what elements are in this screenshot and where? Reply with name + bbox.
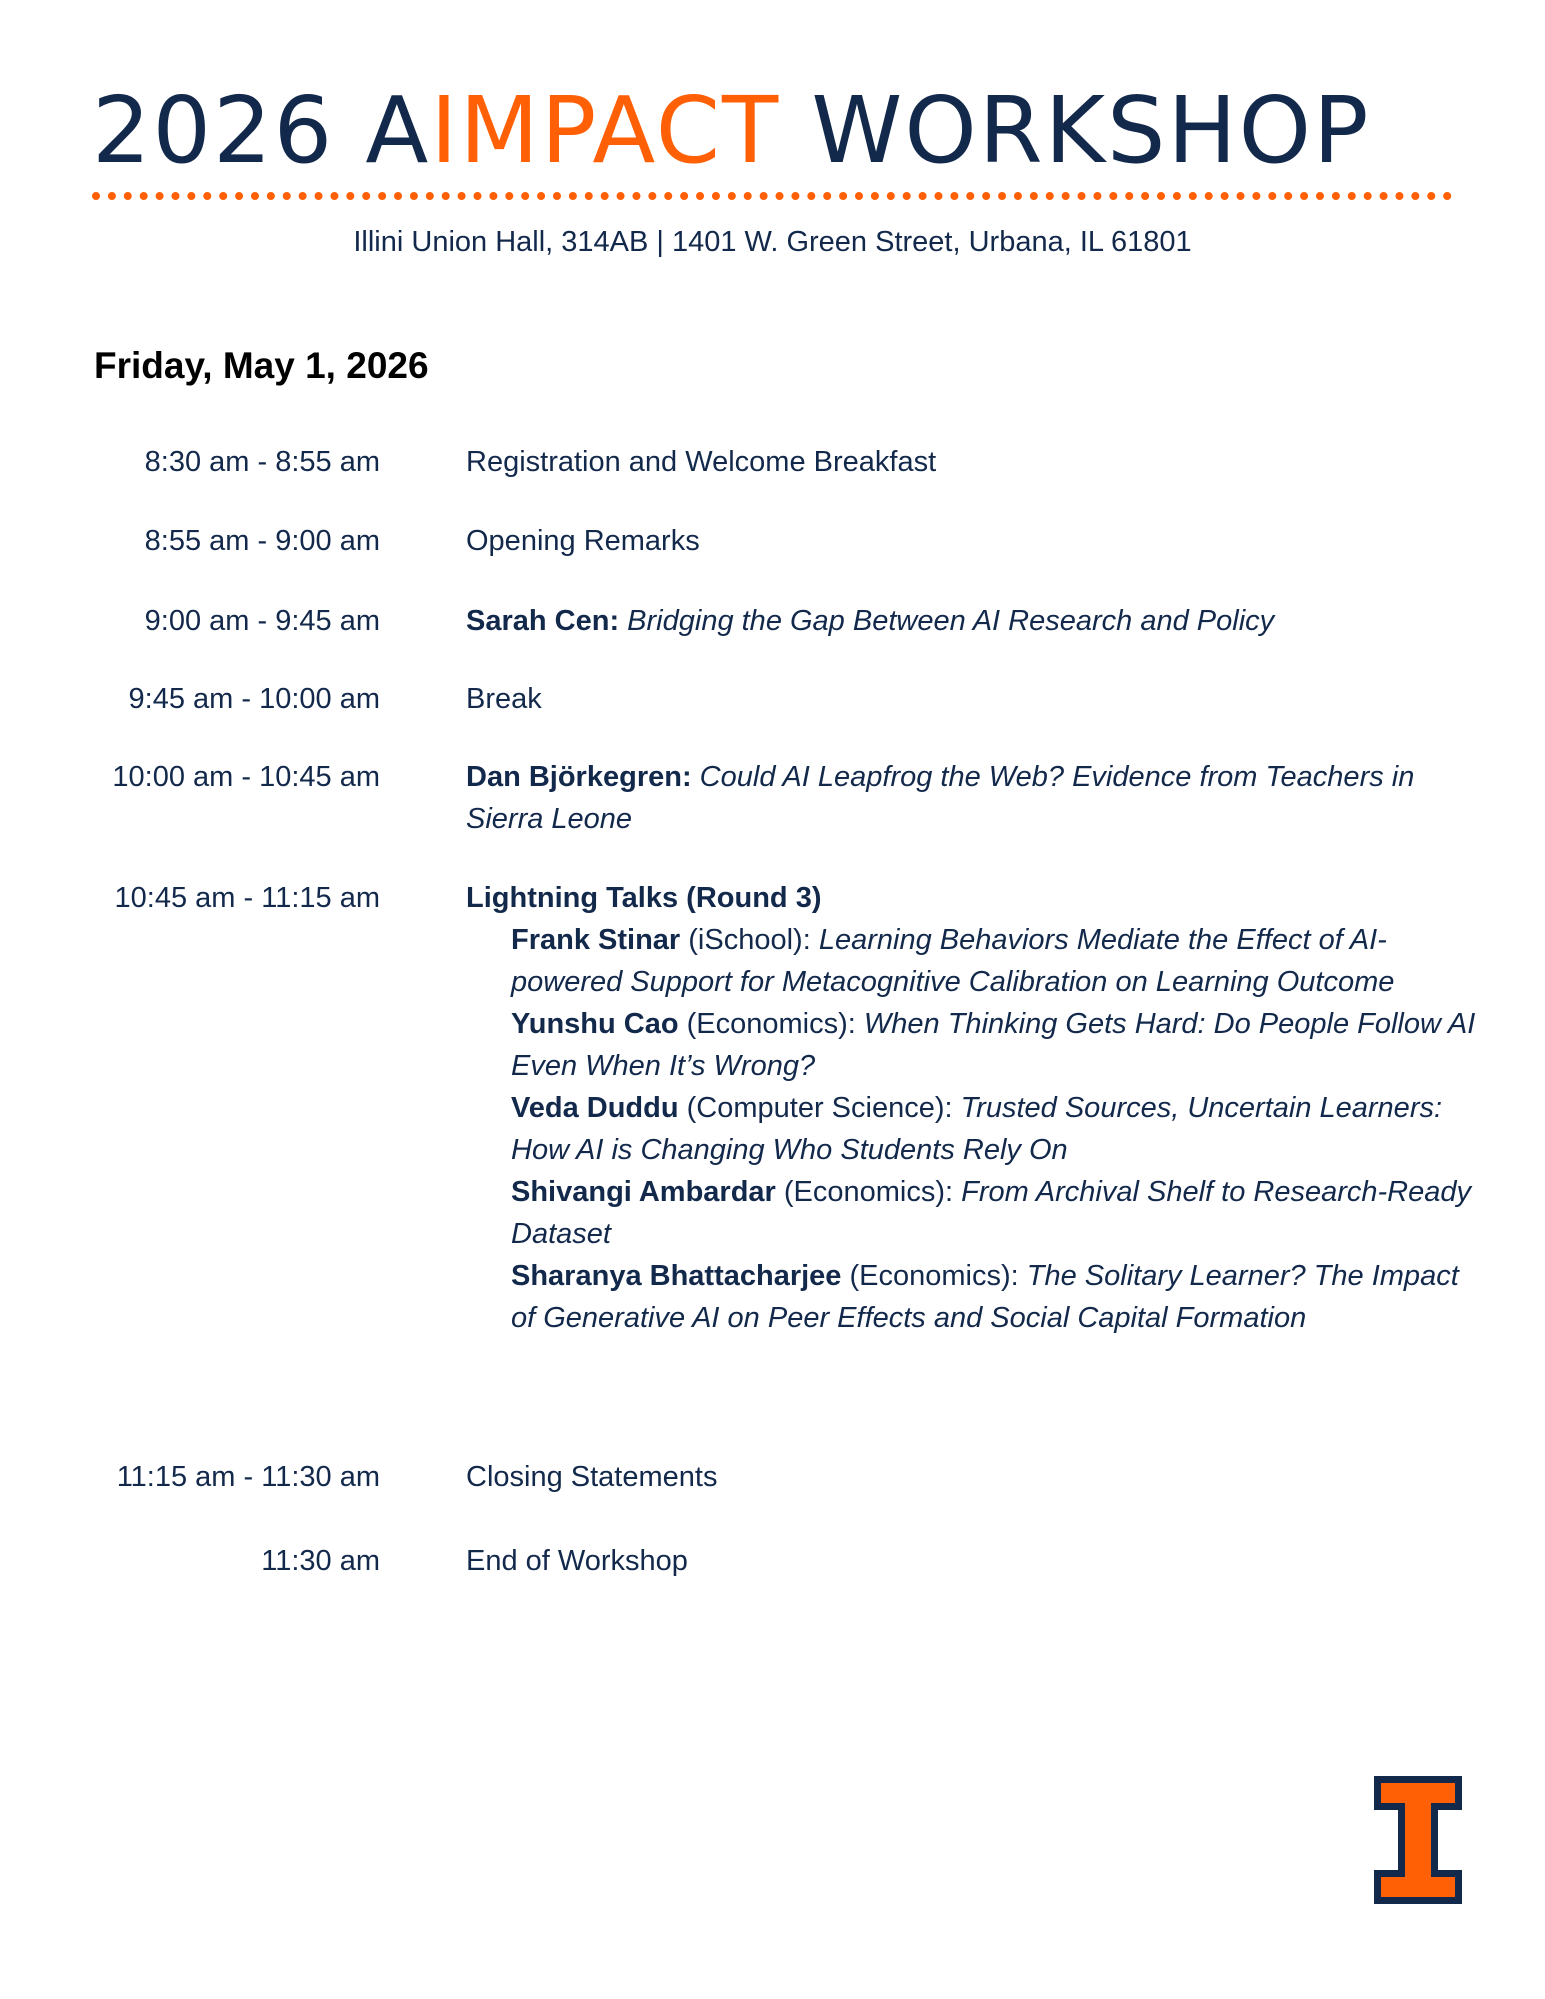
talk-title: The Solitary Learner? The Impact of Generative AI on Peer Effects and Social Capital Formation xyxy=(511,1260,1459,1334)
lightning-talk-item xyxy=(511,1087,1486,1171)
lightning-talk-item xyxy=(511,1255,1486,1339)
speaker-name: Dan Björkegren: xyxy=(466,761,692,793)
event-title: End of Workshop xyxy=(466,1545,688,1577)
time-slot: 8:55 am - 9:00 am xyxy=(144,525,380,557)
event-title: Break xyxy=(466,683,542,715)
lightning-talk-item xyxy=(511,1003,1486,1087)
speaker-name: Yunshu Cao xyxy=(511,1008,679,1040)
lightning-talks-list xyxy=(511,919,1486,1339)
lightning-talks-heading: Lightning Talks (Round 3) xyxy=(466,882,822,914)
speaker-name: Sharanya Bhattacharjee xyxy=(511,1260,842,1292)
talk-title: Bridging the Gap Between AI Research and Policy xyxy=(627,605,1275,637)
title-part-2: WORKSHOP xyxy=(780,77,1371,184)
dotted-divider xyxy=(92,192,1452,200)
speaker-department: (Computer Science): xyxy=(678,1092,961,1124)
speaker-department: (Economics): xyxy=(775,1176,962,1208)
speaker-department: (iSchool): xyxy=(680,924,819,956)
time-slot: 10:00 am - 10:45 am xyxy=(112,761,380,793)
speaker-name: Frank Stinar xyxy=(511,924,681,956)
time-slot: 10:45 am - 11:15 am xyxy=(114,882,380,914)
time-slot: 9:45 am - 10:00 am xyxy=(128,683,380,715)
speaker-department: (Economics): xyxy=(678,1008,864,1040)
speaker-department: (Economics): xyxy=(841,1260,1027,1292)
event-title: Closing Statements xyxy=(466,1461,718,1493)
speaker-name: Sarah Cen: xyxy=(466,605,620,637)
lightning-talk-item xyxy=(511,1171,1486,1255)
talk-title: Trusted Sources, Uncertain Learners: How AI is Changing Who Students Rely On xyxy=(511,1092,1443,1166)
workshop-title xyxy=(92,77,1472,184)
event-title: Registration and Welcome Breakfast xyxy=(466,446,937,478)
speaker-name: Veda Duddu xyxy=(511,1092,679,1124)
talk-title: When Thinking Gets Hard: Do People Follow AI Even When It’s Wrong? xyxy=(511,1008,1476,1082)
event-title: Opening Remarks xyxy=(466,525,700,557)
day-heading: Friday, May 1, 2026 xyxy=(94,345,429,386)
talk-title: From Archival Shelf to Research-Ready Dataset xyxy=(511,1176,1471,1250)
talk-title: Learning Behaviors Mediate the Effect of AI-powered Support for Metacognitive Calibration on Learning Outcome xyxy=(511,924,1395,998)
time-slot: 9:00 am - 9:45 am xyxy=(144,605,380,637)
lightning-talks-block xyxy=(466,877,1486,1339)
speaker-name: Shivangi Ambardar xyxy=(511,1176,776,1208)
block-i-logo-icon xyxy=(1372,1774,1464,1906)
title-part-1: 2026 A xyxy=(92,77,431,184)
venue-address: Illini Union Hall, 314AB | 1401 W. Green Street, Urbana, IL 61801 xyxy=(353,226,1192,258)
time-slot: 11:30 am xyxy=(261,1545,380,1577)
lightning-talk-item xyxy=(511,919,1486,1003)
time-slot: 11:15 am - 11:30 am xyxy=(116,1461,380,1493)
keynote-entry xyxy=(466,756,1486,840)
time-slot: 8:30 am - 8:55 am xyxy=(144,446,380,478)
talk-title: Could AI Leapfrog the Web? Evidence from Teachers in Sierra Leone xyxy=(466,761,1415,835)
title-accent: IMPACT xyxy=(430,77,781,184)
keynote-entry xyxy=(466,600,1486,642)
